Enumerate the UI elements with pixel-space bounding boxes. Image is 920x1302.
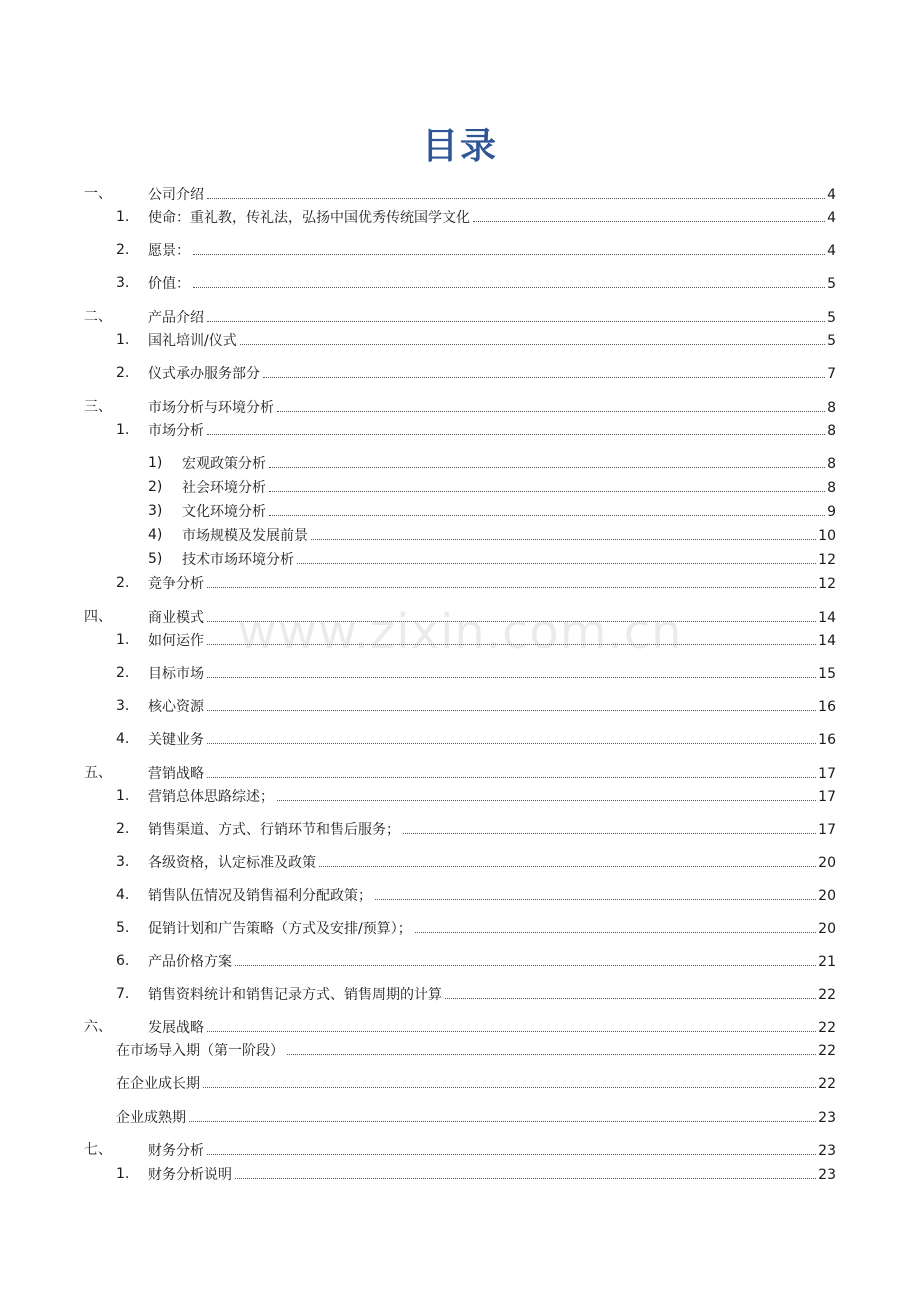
toc-entry-number: 七、 xyxy=(84,1142,112,1158)
toc-entry-page-number: 21 xyxy=(818,954,836,970)
toc-entry-page-number: 22 xyxy=(818,1043,836,1059)
dot-leader xyxy=(445,984,816,999)
toc-entry-number: 五、 xyxy=(84,765,112,781)
toc-entry-title: 销售资料统计和销售记录方式、销售周期的计算 xyxy=(148,987,442,1003)
toc-entry-number: 2. xyxy=(116,821,130,837)
dot-leader xyxy=(375,885,816,900)
dot-leader xyxy=(207,573,816,588)
dot-leader xyxy=(203,1073,816,1088)
dot-leader xyxy=(287,1040,816,1055)
toc-entry-number: 5. xyxy=(116,920,130,936)
toc-entry[interactable] xyxy=(0,420,920,440)
toc-entry-title: 愿景： xyxy=(148,243,190,259)
toc-entry-number: 1. xyxy=(116,1166,130,1182)
dot-leader xyxy=(207,307,825,322)
toc-entry-number: 1. xyxy=(116,332,130,348)
toc-entry-title: 使命：重礼教，传礼法，弘扬中国优秀传统国学文化 xyxy=(148,210,470,226)
dot-leader xyxy=(263,363,825,378)
toc-entry-number: 1. xyxy=(116,632,130,648)
toc-entry[interactable] xyxy=(0,630,920,650)
toc-entry-number: 4) xyxy=(148,527,163,543)
toc-entry-number: 5) xyxy=(148,551,163,567)
toc-entry[interactable] xyxy=(0,763,920,783)
dot-leader xyxy=(403,819,816,834)
toc-entry-number: 1. xyxy=(116,422,130,438)
dot-leader xyxy=(277,397,825,412)
dot-leader xyxy=(319,852,816,867)
dot-leader xyxy=(207,184,825,199)
toc-entry-page-number: 16 xyxy=(818,732,836,748)
dot-leader xyxy=(277,786,816,801)
dot-leader xyxy=(207,1140,816,1155)
toc-entry-page-number: 20 xyxy=(818,855,836,871)
toc-entry-title: 财务分析说明 xyxy=(148,1167,232,1183)
toc-entry-title: 发展战略 xyxy=(148,1020,204,1036)
toc-entry[interactable] xyxy=(0,663,920,683)
toc-entry-title: 市场规模及发展前景 xyxy=(182,528,308,544)
toc-entry-title: 宏观政策分析 xyxy=(182,456,266,472)
toc-entry-title: 促销计划和广告策略（方式及安排/预算）； xyxy=(148,921,412,937)
toc-entry[interactable] xyxy=(0,951,920,971)
toc-entry-page-number: 8 xyxy=(827,456,836,472)
toc-entry-title: 市场分析 xyxy=(148,423,204,439)
toc-entry-page-number: 4 xyxy=(827,187,836,203)
toc-entry[interactable] xyxy=(0,330,920,350)
toc-entry-number: 2. xyxy=(116,575,130,591)
toc-entry[interactable] xyxy=(0,184,920,204)
toc-entry[interactable] xyxy=(0,1140,920,1160)
dot-leader xyxy=(473,207,825,222)
toc-entry-title: 技术市场环境分析 xyxy=(182,552,294,568)
toc-entry[interactable] xyxy=(0,1040,920,1060)
dot-leader xyxy=(269,477,825,492)
toc-entry-number: 4. xyxy=(116,887,130,903)
toc-entry[interactable] xyxy=(0,729,920,749)
toc-entry-title: 营销总体思路综述； xyxy=(148,789,274,805)
toc-entry-title: 如何运作 xyxy=(148,633,204,649)
toc-entry-page-number: 12 xyxy=(818,576,836,592)
toc-entry[interactable] xyxy=(0,607,920,627)
toc-entry-title: 价值： xyxy=(148,276,190,292)
toc-entry-page-number: 8 xyxy=(827,423,836,439)
dot-leader xyxy=(269,501,825,516)
toc-entry-title: 公司介绍 xyxy=(148,187,204,203)
toc-entry[interactable] xyxy=(0,852,920,872)
toc-entry[interactable] xyxy=(0,477,920,497)
toc-entry-title: 在市场导入期（第一阶段） xyxy=(116,1043,284,1059)
toc-entry[interactable] xyxy=(0,786,920,806)
toc-entry[interactable] xyxy=(0,1073,920,1093)
toc-entry-page-number: 15 xyxy=(818,666,836,682)
toc-entry-title: 国礼培训/仪式 xyxy=(148,333,237,349)
toc-entry-number: 3. xyxy=(116,275,130,291)
toc-entry-title: 产品介绍 xyxy=(148,310,204,326)
toc-entry[interactable] xyxy=(0,363,920,383)
toc-entry-page-number: 8 xyxy=(827,400,836,416)
toc-entry-number: 六、 xyxy=(84,1019,112,1035)
toc-entry-number: 3. xyxy=(116,854,130,870)
toc-entry-number: 四、 xyxy=(84,609,112,625)
toc-entry-number: 2) xyxy=(148,479,163,495)
toc-entry-page-number: 23 xyxy=(818,1110,836,1126)
toc-entry[interactable] xyxy=(0,918,920,938)
toc-entry[interactable] xyxy=(0,1107,920,1127)
toc-entry-page-number: 22 xyxy=(818,987,836,1003)
toc-entry[interactable] xyxy=(0,573,920,593)
dot-leader xyxy=(235,1164,816,1179)
toc-entry[interactable] xyxy=(0,207,920,227)
toc-entry[interactable] xyxy=(0,307,920,327)
dot-leader xyxy=(311,525,816,540)
dot-leader xyxy=(193,240,825,255)
toc-entry-page-number: 14 xyxy=(818,633,836,649)
toc-entry-page-number: 17 xyxy=(818,789,836,805)
toc-entry-page-number: 16 xyxy=(818,699,836,715)
toc-entry-number: 一、 xyxy=(84,186,112,202)
toc-entry-page-number: 10 xyxy=(818,528,836,544)
dot-leader xyxy=(297,549,816,564)
toc-entry[interactable] xyxy=(0,240,920,260)
toc-entry-title: 营销战略 xyxy=(148,766,204,782)
toc-entry[interactable] xyxy=(0,501,920,521)
toc-entry-number: 2. xyxy=(116,242,130,258)
toc-entry[interactable] xyxy=(0,885,920,905)
dot-leader xyxy=(207,630,816,645)
toc-entry-page-number: 8 xyxy=(827,480,836,496)
toc-entry[interactable] xyxy=(0,819,920,839)
dot-leader xyxy=(269,453,825,468)
toc-entry[interactable] xyxy=(0,273,920,293)
toc-entry-title: 竞争分析 xyxy=(148,576,204,592)
dot-leader xyxy=(207,729,816,744)
dot-leader xyxy=(240,330,825,345)
toc-entry-page-number: 17 xyxy=(818,766,836,782)
watermark: www.zixin.com.cn xyxy=(237,604,683,660)
toc-entry-number: 3. xyxy=(116,698,130,714)
toc-entry-number: 1. xyxy=(116,788,130,804)
toc-entry-page-number: 9 xyxy=(827,504,836,520)
toc-entry-title: 文化环境分析 xyxy=(182,504,266,520)
toc-entry-page-number: 23 xyxy=(818,1167,836,1183)
toc-entry-number: 三、 xyxy=(84,399,112,415)
toc-entry-page-number: 17 xyxy=(818,822,836,838)
dot-leader xyxy=(193,273,825,288)
dot-leader xyxy=(235,951,816,966)
toc-entry-title: 各级资格，认定标准及政策 xyxy=(148,855,316,871)
toc-entry-number: 7. xyxy=(116,986,130,1002)
toc-entry[interactable] xyxy=(0,1017,920,1037)
dot-leader xyxy=(189,1107,816,1122)
toc-entry[interactable] xyxy=(0,453,920,473)
toc-entry-page-number: 4 xyxy=(827,243,836,259)
toc-entry-title: 销售渠道、方式、行销环节和售后服务； xyxy=(148,822,400,838)
toc-entry-number: 2. xyxy=(116,665,130,681)
toc-entry-page-number: 20 xyxy=(818,888,836,904)
toc-entry-title: 核心资源 xyxy=(148,699,204,715)
toc-entry-page-number: 5 xyxy=(827,333,836,349)
toc-entry-title: 商业模式 xyxy=(148,610,204,626)
toc-entry-page-number: 20 xyxy=(818,921,836,937)
dot-leader xyxy=(207,763,816,778)
toc-entry-title: 产品价格方案 xyxy=(148,954,232,970)
page-title: 目录 xyxy=(421,126,498,167)
toc-entry[interactable] xyxy=(0,549,920,569)
toc-entry-title: 企业成熟期 xyxy=(116,1110,186,1126)
toc-entry-title: 销售队伍情况及销售福利分配政策； xyxy=(148,888,372,904)
toc-entry-number: 二、 xyxy=(84,309,112,325)
toc-entry-number: 3) xyxy=(148,503,163,519)
dot-leader xyxy=(207,420,825,435)
toc-entry[interactable] xyxy=(0,984,920,1004)
toc-entry-page-number: 12 xyxy=(818,552,836,568)
toc-entry-title: 市场分析与环境分析 xyxy=(148,400,274,416)
toc-entry-title: 目标市场 xyxy=(148,666,204,682)
toc-entry-page-number: 23 xyxy=(818,1143,836,1159)
toc-entry[interactable] xyxy=(0,1164,920,1184)
toc-entry-page-number: 7 xyxy=(827,366,836,382)
toc-entry-page-number: 4 xyxy=(827,210,836,226)
toc-entry-number: 1) xyxy=(148,455,163,471)
toc-entry-number: 1. xyxy=(116,209,130,225)
toc-entry[interactable] xyxy=(0,397,920,417)
toc-entry-number: 4. xyxy=(116,731,130,747)
toc-entry-page-number: 22 xyxy=(818,1076,836,1092)
dot-leader xyxy=(207,1017,816,1032)
toc-entry-page-number: 5 xyxy=(827,310,836,326)
dot-leader xyxy=(207,696,816,711)
toc-entry-title: 财务分析 xyxy=(148,1143,204,1159)
toc-entry-title: 在企业成长期 xyxy=(116,1076,200,1092)
toc-entry[interactable] xyxy=(0,696,920,716)
dot-leader xyxy=(207,663,816,678)
toc-entry[interactable] xyxy=(0,525,920,545)
toc-entry-title: 仪式承办服务部分 xyxy=(148,366,260,382)
dot-leader xyxy=(415,918,816,933)
toc-entry-page-number: 14 xyxy=(818,610,836,626)
dot-leader xyxy=(207,607,816,622)
toc-entry-number: 2. xyxy=(116,365,130,381)
toc-entry-title: 关键业务 xyxy=(148,732,204,748)
toc-entry-page-number: 22 xyxy=(818,1020,836,1036)
toc-entry-page-number: 5 xyxy=(827,276,836,292)
toc-entry-number: 6. xyxy=(116,953,130,969)
toc-entry-title: 社会环境分析 xyxy=(182,480,266,496)
